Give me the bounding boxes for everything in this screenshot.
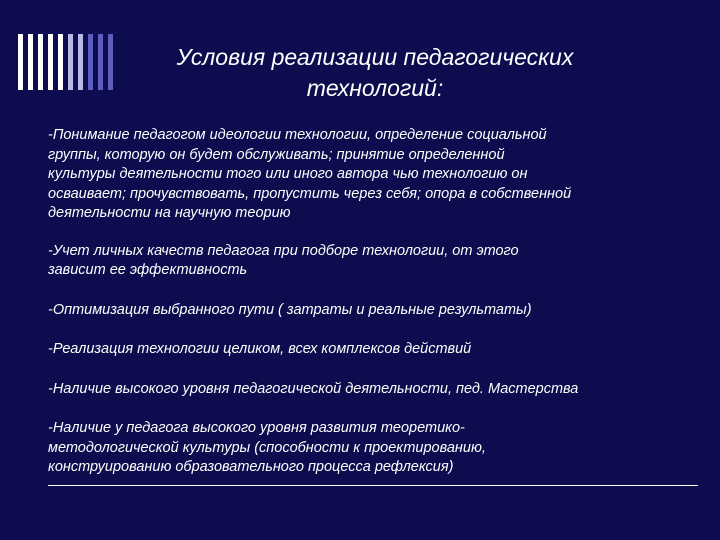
list-item: -Наличие у педагога высокого уровня развития теоретико- методологической культуры (способности к проектированию, конструированию образовательного процесса рефлексия): [48, 420, 486, 475]
decor-bar: [18, 34, 23, 90]
top-divider: [0, 32, 720, 33]
list-item: -Наличие высокого уровня педагогической деятельности, пед. Мастерства: [48, 380, 579, 397]
list-item: -Реализация технологии целиком, всех комплексов действий: [48, 341, 472, 357]
decor-bar: [28, 34, 33, 90]
slide-title-line-2: технологий:: [306, 75, 444, 101]
decor-bar: [78, 34, 83, 90]
list-item: -Учет личных качеств педагога при подборе технологии, от этого зависит ее эффективность: [48, 242, 519, 278]
decor-bar: [108, 34, 113, 90]
decorative-bars: [18, 34, 128, 90]
decor-bar: [88, 34, 93, 90]
slide-title: [140, 42, 610, 104]
decor-bar: [98, 34, 103, 90]
decor-bar: [48, 34, 53, 90]
bottom-divider: [48, 485, 698, 486]
decor-bar: [68, 34, 73, 90]
slide-title-line-1: Условия реализации педагогических: [176, 44, 574, 70]
decor-bar: [38, 34, 43, 90]
slide-body: [48, 126, 688, 498]
decor-bar: [58, 34, 63, 90]
list-item: -Оптимизация выбранного пути ( затраты и реальные результаты): [48, 301, 532, 318]
list-item: -Понимание педагогом идеологии технологии, определение социальной группы, которую он будет обслуживать; принятие определенной культуры деятельности того или иного автора чью технологию он осваивает; прочувствовать, пропустить через себя; опора в собственной деятельности на научную теорию: [48, 127, 572, 221]
